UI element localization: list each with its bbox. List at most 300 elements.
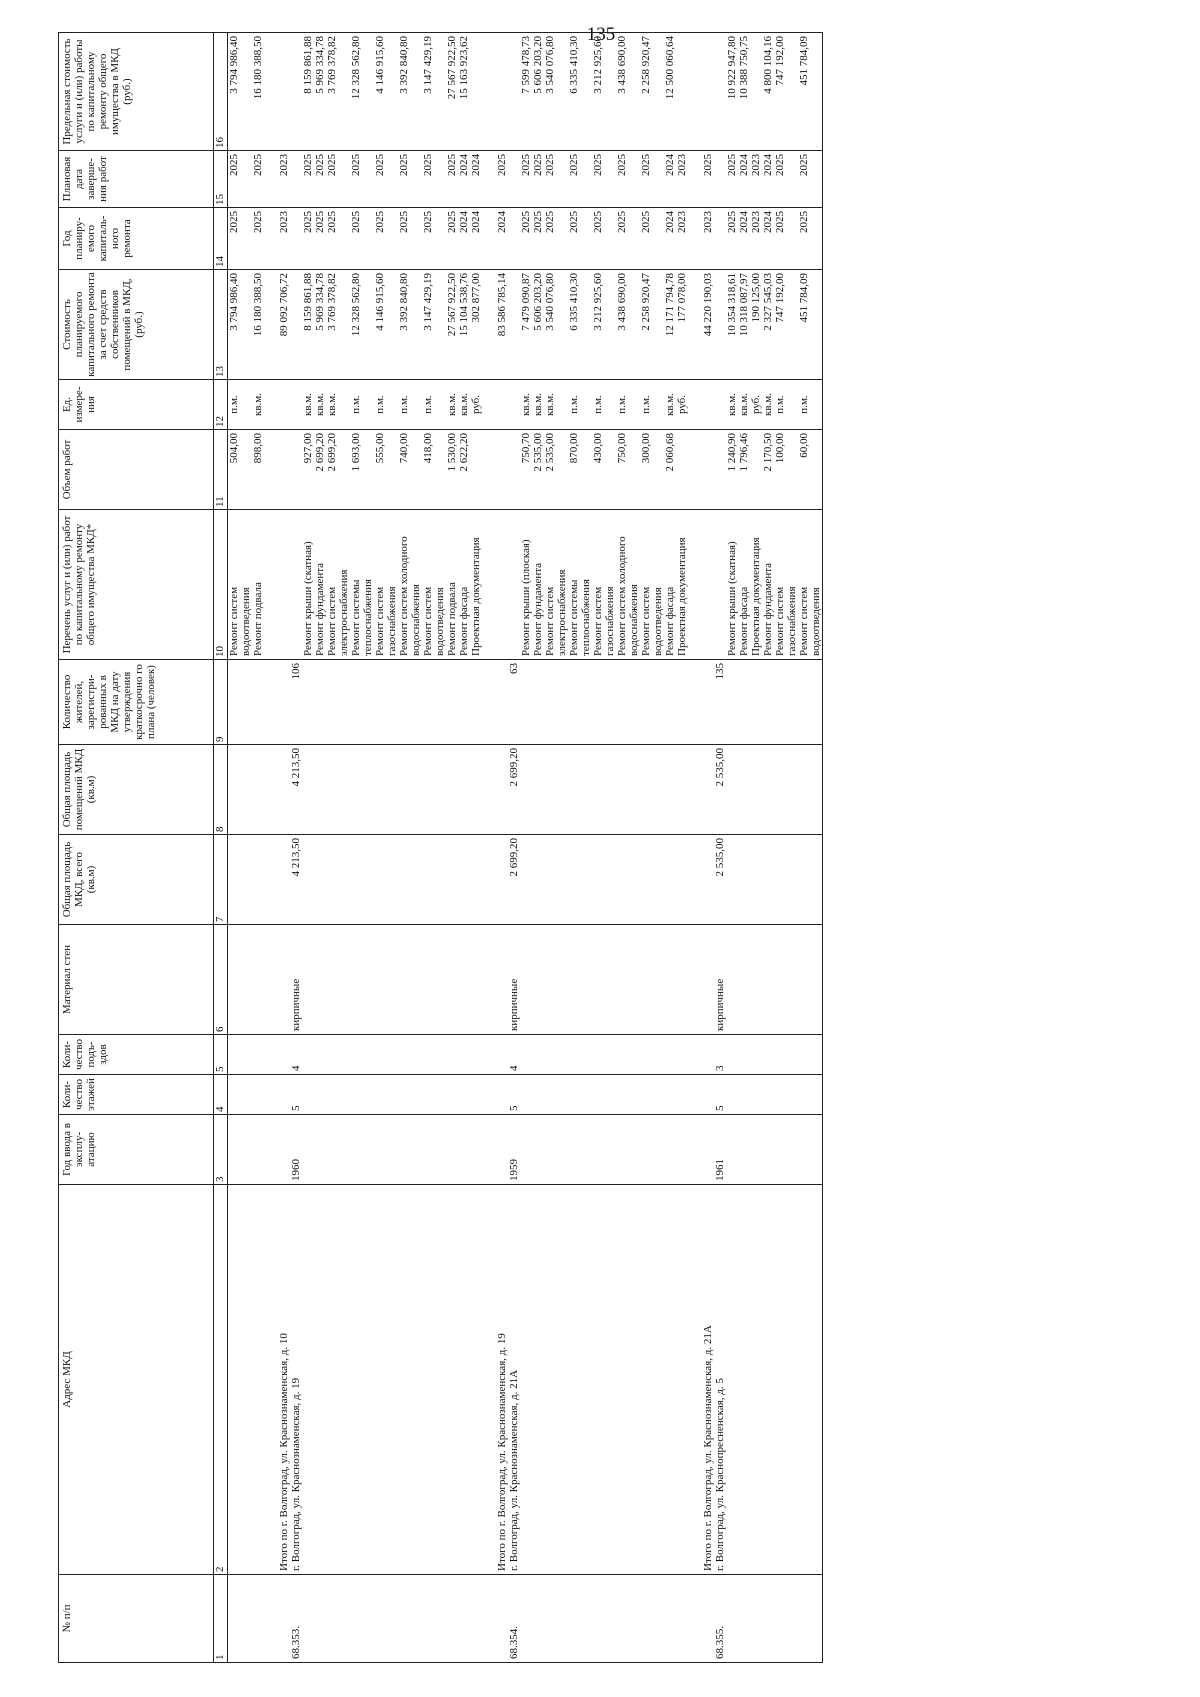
empty-cell — [398, 1035, 422, 1075]
unit-cell: руб. — [470, 380, 482, 430]
table-body — [228, 33, 823, 1663]
completion-year-cell: 2023 — [676, 151, 688, 208]
empty-cell — [774, 1575, 798, 1663]
repair-year-cell: 2025 — [326, 208, 350, 270]
unit-cell: п.м. — [616, 380, 640, 430]
empty-cell — [676, 1185, 688, 1575]
empty-cell — [774, 745, 798, 835]
empty-cell — [470, 1575, 482, 1663]
empty-cell — [422, 1075, 446, 1115]
empty-cell — [640, 1575, 664, 1663]
empty-cell — [422, 660, 446, 745]
volume-cell: 1 796,46 — [738, 430, 750, 510]
unit-cell: п.м. — [374, 380, 398, 430]
work-name-line: Ремонт крыши (скатная) — [302, 541, 314, 656]
empty-cell — [664, 1575, 676, 1663]
work-name-cell — [228, 510, 253, 660]
completion-year-cell: 2025 — [314, 151, 326, 208]
column-number: 10 — [214, 510, 228, 660]
empty-cell — [350, 1575, 374, 1663]
empty-cell — [640, 745, 664, 835]
empty-cell — [532, 660, 544, 745]
column-number: 2 — [214, 1185, 228, 1575]
empty-cell — [398, 1575, 422, 1663]
volume-cell: 870,00 — [568, 430, 592, 510]
work-name-cell — [750, 510, 762, 660]
empty-cell — [532, 1075, 544, 1115]
work-name-line: Ремонт систем — [422, 586, 434, 656]
empty-cell — [592, 1075, 616, 1115]
work-name-line: Ремонт фундамента — [762, 562, 774, 656]
empty-cell — [544, 925, 568, 1035]
empty-cell — [544, 1185, 568, 1575]
column-number: 11 — [214, 430, 228, 510]
limit-cost-cell: 3 769 378,82 — [326, 33, 350, 151]
work-name-line: газоснабжения — [386, 586, 398, 656]
empty-cell — [290, 380, 302, 430]
empty-cell — [726, 1035, 738, 1075]
empty-cell — [422, 745, 446, 835]
empty-cell — [664, 1035, 676, 1075]
limit-cost-cell — [470, 33, 482, 151]
work-row — [398, 33, 422, 1663]
empty-cell — [326, 1035, 350, 1075]
empty-cell — [798, 660, 823, 745]
unit-cell: руб. — [750, 380, 762, 430]
empty-cell — [616, 1115, 640, 1185]
building-row — [290, 33, 302, 1663]
empty-cell — [640, 660, 664, 745]
repair-year-cell: 2025 — [302, 208, 314, 270]
completion-year-cell: 2024 — [738, 151, 750, 208]
empty-cell — [374, 1075, 398, 1115]
work-name-cell — [458, 510, 470, 660]
empty-cell — [302, 1035, 314, 1075]
floor-count: 5 — [508, 1075, 520, 1115]
cost-cell: 3 794 986,40 — [228, 270, 253, 380]
column-number: 8 — [214, 745, 228, 835]
limit-cost-cell: 15 163 923,62 — [458, 33, 470, 151]
empty-cell — [446, 1035, 458, 1075]
repair-year-cell: 2025 — [798, 208, 823, 270]
work-row — [762, 33, 774, 1663]
empty-cell — [592, 1575, 616, 1663]
empty-cell — [616, 925, 640, 1035]
empty-cell — [532, 835, 544, 925]
empty-cell — [640, 925, 664, 1035]
work-name-cell — [640, 510, 664, 660]
empty-cell — [314, 1075, 326, 1115]
repair-year-cell: 2025 — [422, 208, 446, 270]
completion-year-cell: 2023 — [750, 151, 762, 208]
repair-year-cell: 2024 — [664, 208, 676, 270]
column-number: 9 — [214, 660, 228, 745]
repair-year-cell: 2025 — [544, 208, 568, 270]
empty-cell — [228, 660, 253, 745]
work-row — [374, 33, 398, 1663]
empty-cell — [750, 925, 762, 1035]
empty-cell — [482, 745, 508, 835]
empty-cell — [750, 660, 762, 745]
unit-cell: п.м. — [398, 380, 422, 430]
unit-cell: кв.м. — [520, 380, 532, 430]
empty-cell — [688, 33, 714, 151]
empty-cell — [458, 1035, 470, 1075]
empty-cell — [314, 835, 326, 925]
empty-cell — [774, 1185, 798, 1575]
unit-cell: п.м. — [422, 380, 446, 430]
empty-cell — [446, 1075, 458, 1115]
limit-cost-cell: 8 159 861,88 — [302, 33, 314, 151]
completion-year-cell: 2025 — [302, 151, 314, 208]
cost-cell: 12 171 794,78 — [664, 270, 676, 380]
empty-cell — [750, 1075, 762, 1115]
work-name-line: Ремонт системы — [350, 579, 362, 656]
repair-year-cell: 2025 — [398, 208, 422, 270]
column-header: Стоимость планируемого капитального ремонта за счет средств собственников помещений в МКД, (руб.) — [59, 270, 214, 380]
empty-cell — [458, 660, 470, 745]
empty-cell — [458, 1115, 470, 1185]
empty-cell — [470, 660, 482, 745]
unit-cell: кв.м. — [664, 380, 676, 430]
empty-cell — [264, 660, 290, 745]
subtotal-row — [482, 33, 508, 1663]
empty-cell — [482, 1035, 508, 1075]
completion-year-cell: 2025 — [228, 151, 253, 208]
empty-cell — [616, 835, 640, 925]
empty-cell — [422, 1575, 446, 1663]
empty-cell — [544, 745, 568, 835]
empty-cell — [314, 1035, 326, 1075]
column-number: 7 — [214, 835, 228, 925]
limit-cost-cell: 12 500 060,64 — [664, 33, 676, 151]
cost-cell: 7 479 090,87 — [520, 270, 532, 380]
empty-cell — [798, 1035, 823, 1075]
empty-cell — [520, 1035, 532, 1075]
empty-cell — [688, 835, 714, 925]
empty-cell — [568, 1075, 592, 1115]
work-name-cell — [592, 510, 616, 660]
limit-cost-cell: 12 328 562,80 — [350, 33, 374, 151]
empty-cell — [264, 1115, 290, 1185]
empty-cell — [398, 1115, 422, 1185]
work-name-cell — [398, 510, 422, 660]
empty-cell — [688, 745, 714, 835]
work-name-line: Ремонт систем — [374, 586, 386, 656]
work-row — [738, 33, 750, 1663]
empty-cell — [482, 835, 508, 925]
limit-cost-cell: 5 969 334,78 — [314, 33, 326, 151]
completion-year-cell: 2025 — [398, 151, 422, 208]
empty-cell — [774, 660, 798, 745]
empty-cell — [264, 430, 290, 510]
empty-cell — [446, 1575, 458, 1663]
completion-year-cell: 2024 — [458, 151, 470, 208]
repair-year-cell: 2025 — [592, 208, 616, 270]
empty-cell — [738, 1185, 750, 1575]
column-header: Коли-чество подъ-здов — [59, 1035, 214, 1075]
work-name-cell — [774, 510, 798, 660]
empty-cell — [326, 1115, 350, 1185]
work-name-line: Ремонт подвала — [446, 582, 458, 656]
work-row — [592, 33, 616, 1663]
empty-cell — [290, 33, 302, 151]
wall-material: кирпичные — [508, 925, 520, 1035]
empty-cell — [350, 660, 374, 745]
empty-cell — [738, 1575, 750, 1663]
empty-cell — [568, 835, 592, 925]
empty-cell — [664, 745, 676, 835]
unit-cell: п.м. — [350, 380, 374, 430]
repair-year-cell: 2025 — [374, 208, 398, 270]
work-name-line: Ремонт системы — [568, 579, 580, 656]
empty-cell — [714, 151, 726, 208]
empty-cell — [750, 1035, 762, 1075]
work-name-line: электроснабжения — [556, 569, 568, 656]
column-number: 4 — [214, 1075, 228, 1115]
empty-cell — [458, 1075, 470, 1115]
empty-cell — [738, 745, 750, 835]
empty-cell — [326, 745, 350, 835]
work-name-cell — [350, 510, 374, 660]
empty-cell — [326, 1575, 350, 1663]
work-name-line: Ремонт систем холодного — [616, 536, 628, 656]
work-name-line: водоотведения — [434, 587, 446, 656]
subtotal-year: 2024 — [482, 208, 508, 270]
empty-cell — [544, 1075, 568, 1115]
empty-cell — [302, 925, 314, 1035]
empty-cell — [398, 1075, 422, 1115]
empty-cell — [422, 925, 446, 1035]
completion-year-cell: 2025 — [520, 151, 532, 208]
volume-cell: 430,00 — [592, 430, 616, 510]
volume-cell — [470, 430, 482, 510]
empty-cell — [726, 835, 738, 925]
work-name-line: водоснабжения — [628, 584, 640, 656]
subtotal-year: 2023 — [688, 208, 714, 270]
empty-cell — [640, 1075, 664, 1115]
work-name-cell — [446, 510, 458, 660]
empty-cell — [738, 660, 750, 745]
empty-cell — [264, 1575, 290, 1663]
empty-cell — [688, 380, 714, 430]
column-header: Адрес МКД — [59, 1185, 214, 1575]
limit-cost-cell: 3 147 429,19 — [422, 33, 446, 151]
cost-cell: 302 877,00 — [470, 270, 482, 380]
empty-cell — [726, 1115, 738, 1185]
empty-cell — [302, 1115, 314, 1185]
volume-cell — [676, 430, 688, 510]
column-header: Предельная стоимость услуги и (или) работы по капитальному ремонту общего имущества в МКД (руб.) — [59, 33, 214, 151]
empty-cell — [228, 1185, 253, 1575]
empty-cell — [314, 1185, 326, 1575]
empty-cell — [798, 1185, 823, 1575]
work-name-line: газоснабжения — [786, 586, 798, 656]
empty-cell — [422, 835, 446, 925]
empty-cell — [798, 835, 823, 925]
work-name-cell — [664, 510, 676, 660]
empty-cell — [568, 1185, 592, 1575]
cost-cell: 15 104 538,76 — [458, 270, 470, 380]
empty-cell — [726, 660, 738, 745]
empty-cell — [664, 925, 676, 1035]
empty-cell — [520, 1115, 532, 1185]
volume-cell: 1 530,00 — [446, 430, 458, 510]
empty-cell — [290, 270, 302, 380]
total-area: 2 699,20 — [508, 835, 520, 925]
completion-year-cell: 2025 — [422, 151, 446, 208]
limit-cost-cell: 6 335 410,30 — [568, 33, 592, 151]
empty-cell — [458, 925, 470, 1035]
empty-cell — [264, 745, 290, 835]
empty-cell — [252, 1185, 264, 1575]
empty-cell — [544, 1575, 568, 1663]
work-row — [446, 33, 458, 1663]
empty-cell — [458, 1185, 470, 1575]
volume-cell: 504,00 — [228, 430, 253, 510]
volume-cell: 898,00 — [252, 430, 264, 510]
empty-cell — [774, 1035, 798, 1075]
empty-cell — [264, 510, 290, 660]
repair-year-cell: 2025 — [532, 208, 544, 270]
empty-cell — [470, 745, 482, 835]
empty-cell — [508, 510, 520, 660]
empty-cell — [798, 925, 823, 1035]
work-row — [228, 33, 253, 1663]
empty-cell — [508, 151, 520, 208]
completion-year-cell: 2025 — [616, 151, 640, 208]
column-number: 13 — [214, 270, 228, 380]
empty-cell — [252, 1115, 264, 1185]
work-row — [544, 33, 568, 1663]
empty-cell — [458, 1575, 470, 1663]
page-number: 135 — [586, 24, 616, 45]
volume-cell — [750, 430, 762, 510]
empty-cell — [592, 745, 616, 835]
empty-cell — [350, 745, 374, 835]
empty-cell — [798, 1115, 823, 1185]
empty-cell — [482, 510, 508, 660]
completion-year-cell: 2024 — [664, 151, 676, 208]
empty-cell — [458, 835, 470, 925]
empty-cell — [726, 745, 738, 835]
empty-cell — [520, 925, 532, 1035]
empty-cell — [664, 1185, 676, 1575]
work-row — [664, 33, 676, 1663]
completion-year-cell: 2025 — [350, 151, 374, 208]
limit-cost-cell: 16 180 388,50 — [252, 33, 264, 151]
empty-cell — [714, 270, 726, 380]
empty-cell — [688, 1115, 714, 1185]
empty-cell — [302, 1075, 314, 1115]
work-row — [616, 33, 640, 1663]
work-row — [302, 33, 314, 1663]
empty-cell — [714, 33, 726, 151]
volume-cell: 2 535,00 — [544, 430, 568, 510]
empty-cell — [252, 1035, 264, 1075]
empty-cell — [252, 660, 264, 745]
empty-cell — [568, 1115, 592, 1185]
empty-cell — [302, 835, 314, 925]
subtotal-row — [688, 33, 714, 1663]
empty-cell — [750, 1185, 762, 1575]
empty-cell — [592, 1115, 616, 1185]
work-row — [676, 33, 688, 1663]
empty-cell — [252, 1075, 264, 1115]
empty-cell — [264, 835, 290, 925]
empty-cell — [482, 33, 508, 151]
volume-cell: 1 240,90 — [726, 430, 738, 510]
empty-cell — [676, 745, 688, 835]
work-row — [726, 33, 738, 1663]
volume-cell: 60,00 — [798, 430, 823, 510]
empty-cell — [774, 925, 798, 1035]
work-row — [520, 33, 532, 1663]
work-name-line: водоотведения — [652, 587, 664, 656]
empty-cell — [422, 1035, 446, 1075]
empty-cell — [750, 1575, 762, 1663]
unit-cell: кв.м. — [762, 380, 774, 430]
unit-cell: п.м. — [228, 380, 253, 430]
repair-year-cell: 2025 — [640, 208, 664, 270]
volume-cell: 555,00 — [374, 430, 398, 510]
empty-cell — [616, 1575, 640, 1663]
empty-cell — [350, 835, 374, 925]
empty-cell — [616, 660, 640, 745]
column-header: Материал стен — [59, 925, 214, 1035]
work-row — [350, 33, 374, 1663]
column-number: 3 — [214, 1115, 228, 1185]
empty-cell — [508, 430, 520, 510]
wall-material: кирпичные — [714, 925, 726, 1035]
limit-cost-cell: 747 192,00 — [774, 33, 798, 151]
year-built: 1961 — [714, 1115, 726, 1185]
work-name-cell — [374, 510, 398, 660]
volume-cell: 2 699,20 — [326, 430, 350, 510]
empty-cell — [616, 1035, 640, 1075]
unit-cell: кв.м. — [314, 380, 326, 430]
repair-year-cell: 2025 — [252, 208, 264, 270]
empty-cell — [738, 1035, 750, 1075]
empty-cell — [228, 835, 253, 925]
empty-cell — [446, 1185, 458, 1575]
empty-cell — [688, 430, 714, 510]
empty-cell — [470, 1035, 482, 1075]
empty-cell — [688, 660, 714, 745]
entrance-count: 3 — [714, 1035, 726, 1075]
empty-cell — [374, 925, 398, 1035]
empty-cell — [374, 1575, 398, 1663]
limit-cost-cell — [676, 33, 688, 151]
limit-cost-cell: 27 567 922,50 — [446, 33, 458, 151]
cost-cell: 451 784,09 — [798, 270, 823, 380]
premises-area: 2 535,00 — [714, 745, 726, 835]
completion-year-cell: 2025 — [326, 151, 350, 208]
empty-cell — [398, 660, 422, 745]
column-header: Ед. измере-ния — [59, 380, 214, 430]
empty-cell — [568, 925, 592, 1035]
work-name-line: Ремонт крыши (скатная) — [726, 541, 738, 656]
empty-cell — [508, 208, 520, 270]
work-name-cell — [568, 510, 592, 660]
repair-year-cell: 2025 — [520, 208, 532, 270]
work-name-line: Ремонт систем холодного — [398, 536, 410, 656]
year-built: 1960 — [290, 1115, 302, 1185]
empty-cell — [482, 1075, 508, 1115]
unit-cell: руб. — [676, 380, 688, 430]
limit-cost-cell: 2 258 920,47 — [640, 33, 664, 151]
empty-cell — [676, 1075, 688, 1115]
